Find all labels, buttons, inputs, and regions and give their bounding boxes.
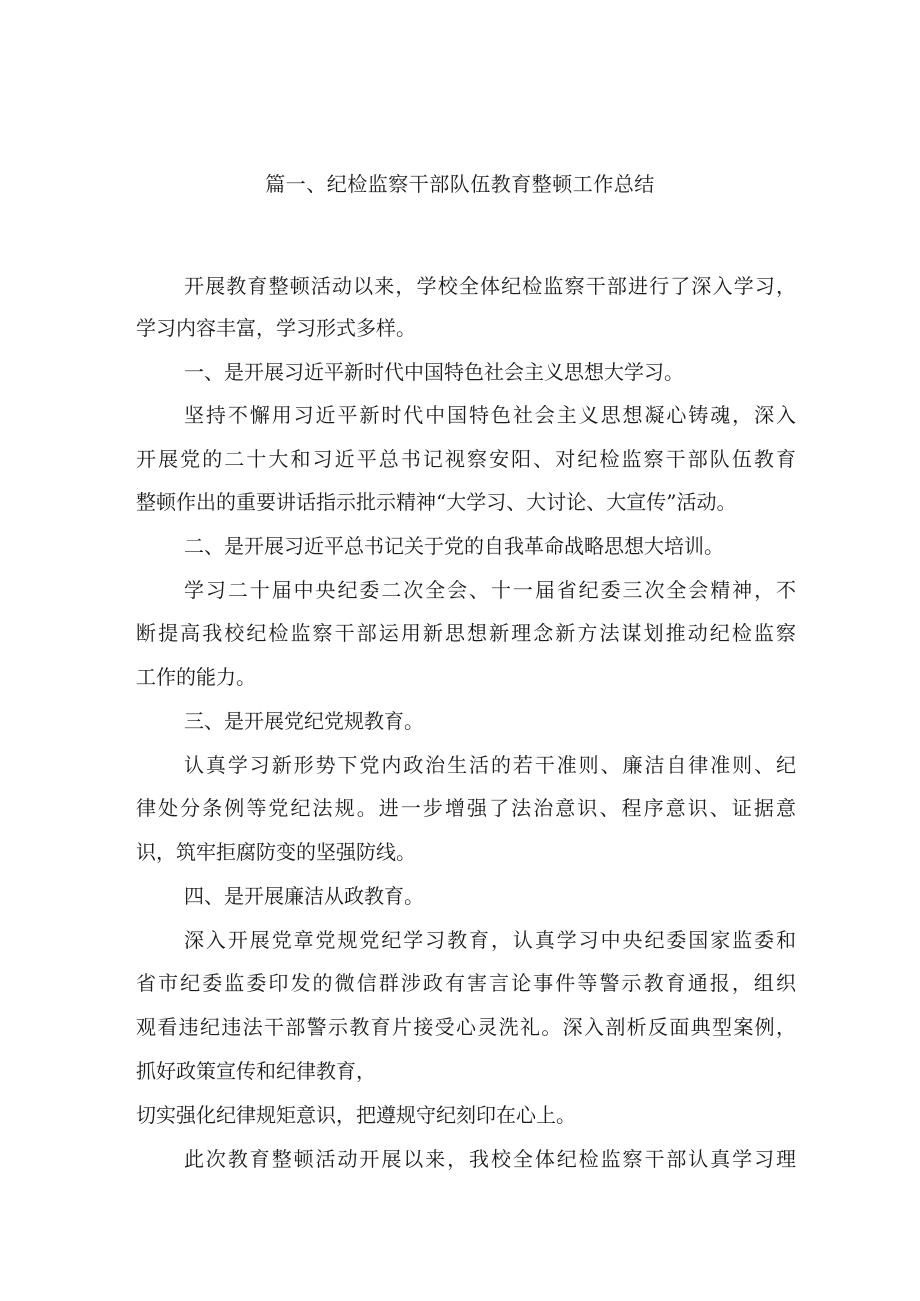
paragraph-4-line-3: 识，筑牢拒腐防变的坚强防线。 xyxy=(136,840,416,864)
section-heading-1: 一、是开展习近平新时代中国特色社会主义思想大学习。 xyxy=(184,360,684,384)
paragraph-4-line-1: 认真学习新形势下党内政治生活的若干准则、廉洁自律准则、纪 xyxy=(184,753,796,777)
paragraph-5-line-1: 深入开展党章党规党纪学习教育，认真学习中央纪委国家监委和 xyxy=(184,928,796,952)
section-heading-3: 三、是开展党纪党规教育。 xyxy=(184,709,424,733)
paragraph-2-line-2: 开展党的二十大和习近平总书记视察安阳、对纪检监察干部队伍教育 xyxy=(136,447,796,471)
paragraph-5-line-3: 观看违纪违法干部警示教育片接受心灵洗礼。深入剖析反面典型案例， xyxy=(136,1015,796,1039)
document-title: 篇一、纪检监察干部队伍教育整顿工作总结 xyxy=(265,172,655,196)
paragraph-3-line-1: 学习二十届中央纪委二次全会、十一届省纪委三次全会精神，不 xyxy=(184,578,796,602)
paragraph-1-line-2: 学习内容丰富，学习形式多样。 xyxy=(136,316,416,340)
paragraph-3-line-2: 断提高我校纪检监察干部运用新思想新理念新方法谋划推动纪检监察 xyxy=(136,621,796,645)
section-heading-4: 四、是开展廉洁从政教育。 xyxy=(184,884,424,908)
paragraph-3-line-3: 工作的能力。 xyxy=(136,665,256,689)
paragraph-2-line-3: 整顿作出的重要讲话指示批示精神“大学习、大讨论、大宣传”活动。 xyxy=(136,490,737,514)
paragraph-5-line-4: 抓好政策宣传和纪律教育， xyxy=(136,1059,376,1083)
paragraph-5-line-2: 省市纪委监委印发的微信群涉政有害言论事件等警示教育通报，组织 xyxy=(136,971,796,995)
paragraph-1-line-1: 开展教育整顿活动以来，学校全体纪检监察干部进行了深入学习， xyxy=(184,274,796,298)
paragraph-5-line-5: 切实强化纪律规矩意识，把遵规守纪刻印在心上。 xyxy=(136,1103,576,1127)
paragraph-2-line-1: 坚持不懈用习近平新时代中国特色社会主义思想凝心铸魂，深入 xyxy=(184,403,796,427)
section-heading-2: 二、是开展习近平总书记关于党的自我革命战略思想大培训。 xyxy=(184,534,724,558)
paragraph-6-line-1: 此次教育整顿活动开展以来，我校全体纪检监察干部认真学习理 xyxy=(184,1147,796,1171)
paragraph-4-line-2: 律处分条例等党纪法规。进一步增强了法治意识、程序意识、证据意 xyxy=(136,796,796,820)
